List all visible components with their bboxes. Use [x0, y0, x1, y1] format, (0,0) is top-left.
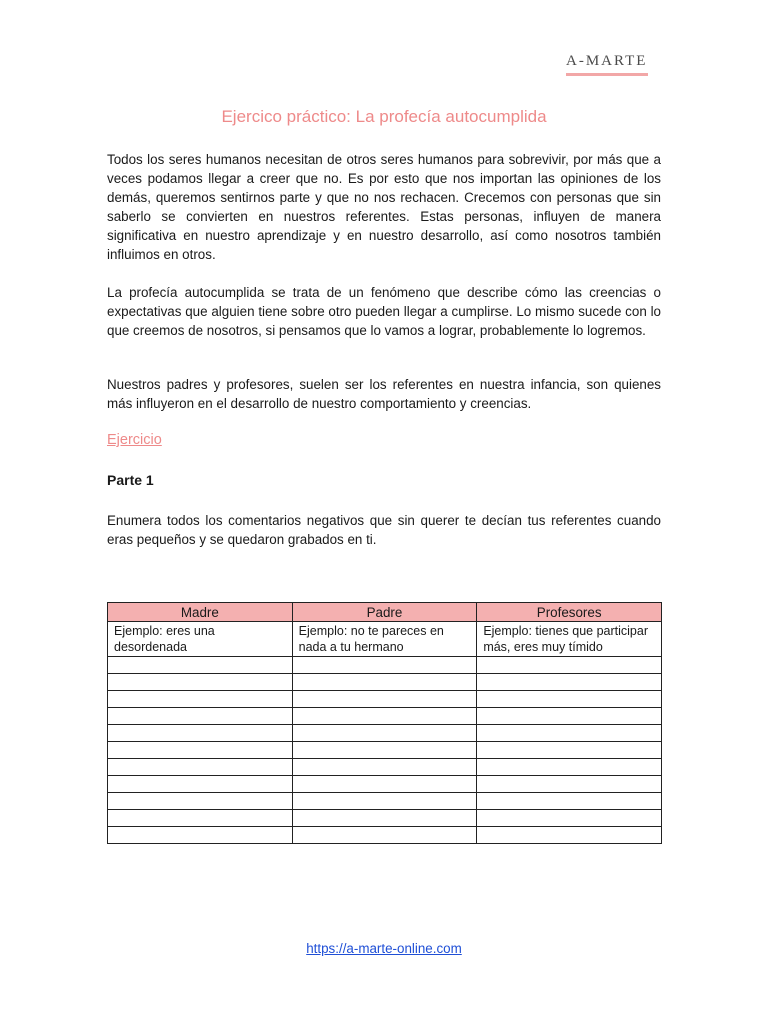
table-header-row [108, 603, 662, 622]
blank-cell-madre[interactable] [108, 708, 293, 725]
header-padre: Padre [292, 603, 477, 622]
blank-cell-profesores[interactable] [477, 776, 662, 793]
blank-cell-padre[interactable] [292, 742, 477, 759]
blank-cell-madre[interactable] [108, 793, 293, 810]
blank-cell-madre[interactable] [108, 776, 293, 793]
header-madre: Madre [108, 603, 293, 622]
blank-cell-padre[interactable] [292, 776, 477, 793]
blank-cell-madre[interactable] [108, 657, 293, 674]
blank-cell-madre[interactable] [108, 674, 293, 691]
blank-cell-profesores[interactable] [477, 657, 662, 674]
table-row [108, 691, 662, 708]
blank-cell-padre[interactable] [292, 657, 477, 674]
table-row [108, 708, 662, 725]
exercise-section-link[interactable]: Ejercicio [107, 432, 162, 448]
blank-cell-padre[interactable] [292, 725, 477, 742]
table-row [108, 674, 662, 691]
logo-underline [566, 73, 648, 76]
example-row [108, 622, 662, 657]
header-profesores: Profesores [477, 603, 662, 622]
table-row [108, 657, 662, 674]
table-row [108, 725, 662, 742]
referents-paragraph: Nuestros padres y profesores, suelen ser los referentes en nuestra infancia, son quienes más influyeron en el desarrollo de nuestro comportamiento y creencias. [107, 377, 661, 411]
table-row [108, 810, 662, 827]
blank-cell-profesores[interactable] [477, 827, 662, 844]
blank-cell-padre[interactable] [292, 827, 477, 844]
table-row [108, 793, 662, 810]
blank-cell-madre[interactable] [108, 742, 293, 759]
blank-cell-padre[interactable] [292, 759, 477, 776]
table-row [108, 776, 662, 793]
blank-cell-padre[interactable] [292, 793, 477, 810]
blank-cell-madre[interactable] [108, 691, 293, 708]
blank-cell-profesores[interactable] [477, 725, 662, 742]
example-cell-padre[interactable]: Ejemplo: no te pareces en nada a tu hermano [292, 622, 477, 657]
definition-paragraph: La profecía autocumplida se trata de un fenómeno que describe cómo las creencias o expectativas que alguien tiene sobre otro pueden llegar a cumplirse. Lo mismo sucede con lo que creemos de nosotros, si pensamos que lo vamos a lograr, probablemente lo logremos. [107, 285, 661, 338]
page-title: Ejercico práctico: La profecía autocumplida [221, 107, 547, 126]
blank-cell-profesores[interactable] [477, 708, 662, 725]
part-heading: Parte 1 [107, 472, 154, 488]
intro-paragraph: Todos los seres humanos necesitan de otros seres humanos para sobrevivir, por más que a veces podamos llegar a creer que no. Es por esto que nos importan las opiniones de los demás, queremos sentirnos parte y que no nos rechacen. Crecemos con personas que sin saberlo se convierten en nuestros referentes. Estas personas, influyen de manera significativa en nuestro aprendizaje y en nuestro desarrollo, así como nosotros también influimos en otros. [107, 152, 661, 262]
blank-cell-madre[interactable] [108, 759, 293, 776]
example-cell-profesores[interactable]: Ejemplo: tienes que participar más, eres muy tímido [477, 622, 662, 657]
example-cell-madre[interactable]: Ejemplo: eres una desordenada [108, 622, 293, 657]
blank-cell-profesores[interactable] [477, 793, 662, 810]
blank-cell-madre[interactable] [108, 725, 293, 742]
blank-cell-profesores[interactable] [477, 691, 662, 708]
table-row [108, 759, 662, 776]
blank-cell-padre[interactable] [292, 708, 477, 725]
blank-cell-profesores[interactable] [477, 759, 662, 776]
logo: A-MARTE [566, 53, 648, 69]
blank-cell-profesores[interactable] [477, 742, 662, 759]
blank-cell-profesores[interactable] [477, 674, 662, 691]
blank-cell-padre[interactable] [292, 674, 477, 691]
blank-cell-madre[interactable] [108, 810, 293, 827]
blank-cell-padre[interactable] [292, 810, 477, 827]
referents-table [107, 602, 662, 844]
instruction-paragraph: Enumera todos los comentarios negativos que sin querer te decían tus referentes cuando eras pequeños y se quedaron grabados en ti. [107, 513, 661, 547]
blank-cell-profesores[interactable] [477, 810, 662, 827]
table-row [108, 827, 662, 844]
footer-link[interactable]: https://a-marte-online.com [306, 941, 462, 956]
blank-cell-padre[interactable] [292, 691, 477, 708]
blank-cell-madre[interactable] [108, 827, 293, 844]
table-row [108, 742, 662, 759]
